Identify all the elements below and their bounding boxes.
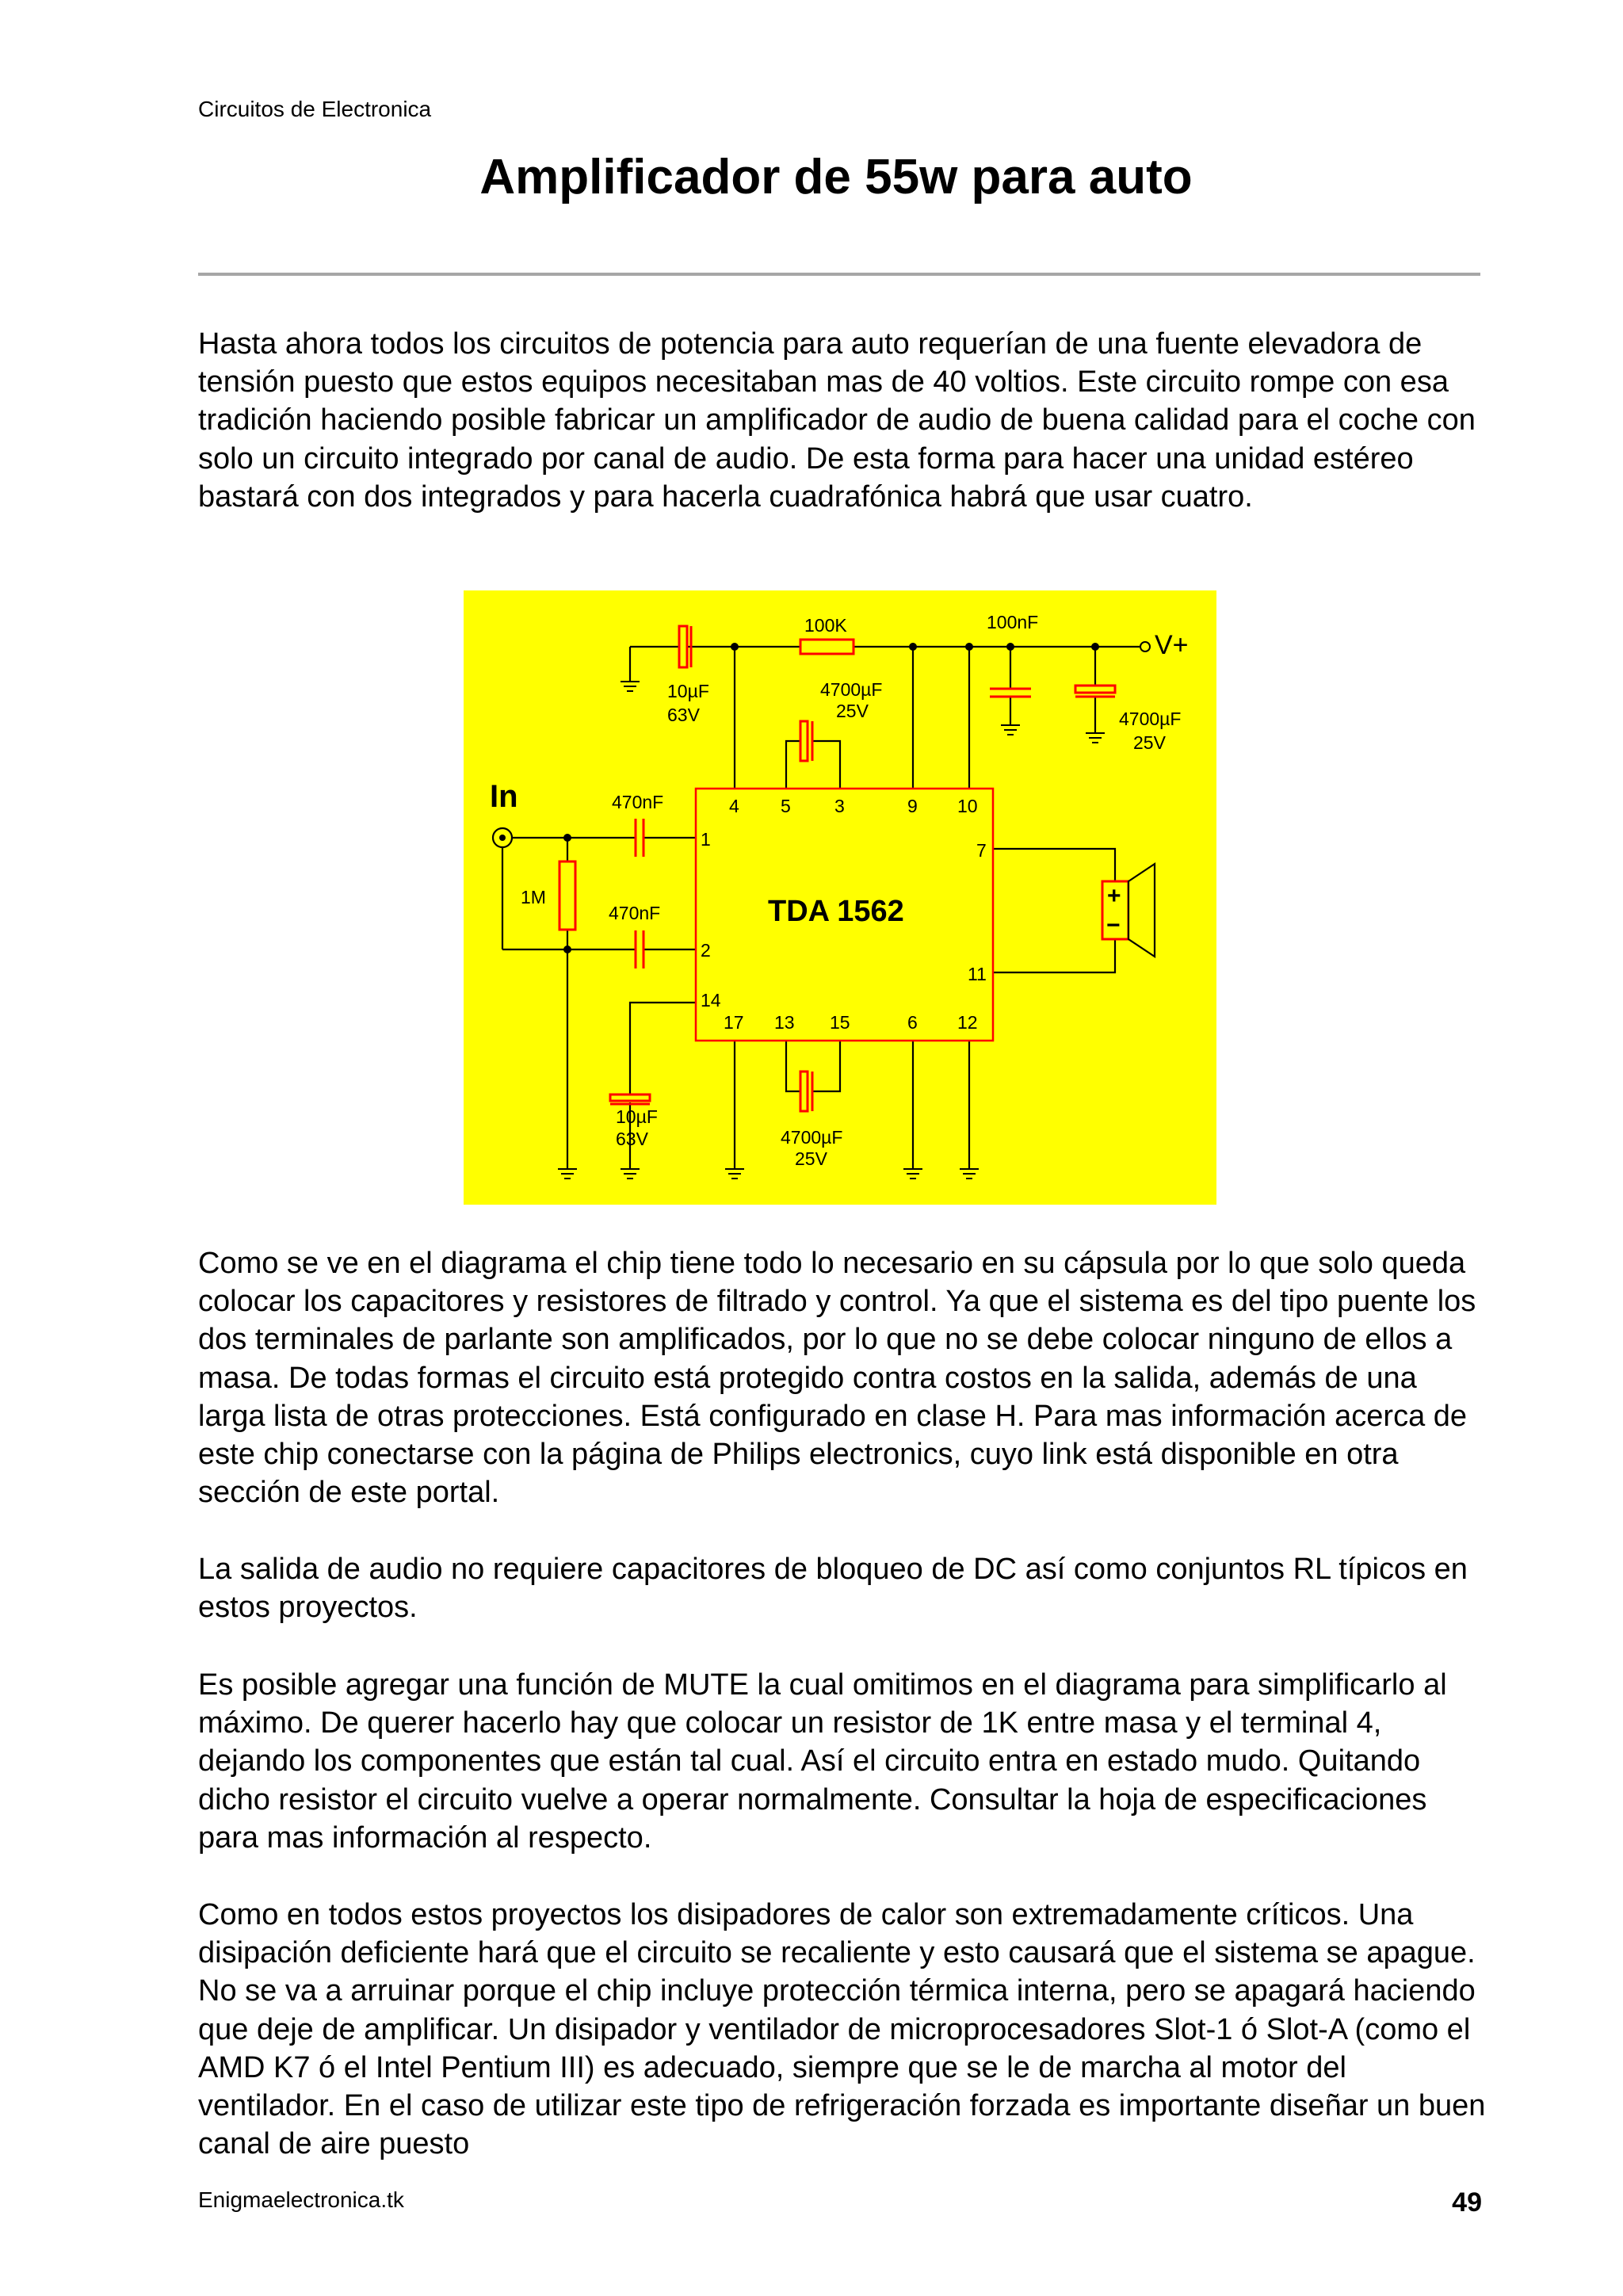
chip-label: TDA 1562 [768,895,904,928]
pin-label: 13 [774,1012,795,1033]
pin-label: 5 [781,796,791,816]
paragraph-intro: Hasta ahora todos los circuitos de potencia para auto requerían de una fuente elevadora de tensión puesto que estos equipos necesitaban mas de 40 voltios. Este circuito rompe con esa tradición haciendo posible fabricar un amplificador de audio de buena calidad para el coche con solo un circuito integrado por canal de audio. De esta forma para hacer una unidad estéreo bastará con dos integrados y para hacerla cuadrafónica habrá que usar cuatro. [198,327,1476,514]
pin-label: 10 [957,796,978,816]
pin-label: 3 [834,796,845,816]
pin-label: 15 [830,1012,850,1033]
label-cap-63v-bottom: 63V [616,1129,648,1149]
page-number: 49 [1452,2187,1482,2218]
label-cap-10uf-top: 10µF [667,681,709,701]
label-cap-4700uf-right: 4700µF [1119,709,1182,729]
label-cap-25v-bottom: 25V [795,1148,827,1169]
speaker-cone-icon [1128,864,1155,957]
paragraph-audio-output: La salida de audio no requiere capacitores de bloqueo de DC así como conjuntos RL típicos en estos proyectos. [198,1553,1468,1625]
label-cap-63v-top: 63V [667,705,700,725]
circuit-schematic [464,590,1216,1205]
speaker-minus-label: − [1106,912,1121,938]
pin-label: 11 [968,964,987,984]
pin-label: 17 [724,1012,744,1033]
speaker-plus-label: + [1107,883,1121,909]
supply-terminal-icon [1140,642,1150,651]
label-cap-4700uf-bottom: 4700µF [781,1127,843,1148]
label-cap-25v-right: 25V [1133,732,1166,753]
paragraph-diagram: Como se ve en el diagrama el chip tiene todo lo necesario en su cápsula por lo que solo queda colocar los capacitores y resistores de filtrado y control. Ya que el sistema es del tipo puente los dos terminales de parlante son amplificados, por lo que no se debe colocar ninguno de ellos a masa. De todas formas el circuito está protegido contra costos en la salida, además de una larga lista de otras protecciones. Está configurado en clase H. Para mas información acerca de este chip conectarse con la página de Philips electronics, cuyo link está disponible en otra sección de este portal. [198,1247,1476,1510]
label-cap-4700uf-top: 4700µF [820,679,883,700]
label-input: In [490,779,518,814]
pin-label: 6 [907,1012,918,1033]
paragraph-heatsink: Como en todos estos proyectos los disipadores de calor son extremadamente críticos. Una disipación deficiente hará que el circuito se recaliente y esto causará que el sistema se apague. No se va a arruinar porque el chip incluye protección térmica interna, pero se apagará haciendo que deje de amplificar. Un disipador y ventilador de microprocesadores Slot-1 ó Slot-A (como el AMD K7 ó el Intel Pentium III) es adecuado, siempre que se le de marcha al motor del ventilador. En el caso de utilizar este tipo de refrigeración forzada es importante diseñar un buen canal de aire puesto [198,1898,1486,2161]
pin-label: 12 [957,1012,978,1033]
label-100k: 100K [804,615,847,636]
pin-label: 1 [701,829,711,850]
label-vplus: V+ [1155,630,1189,660]
paragraph-mute: Es posible agregar una función de MUTE la cual omitimos en el diagrama para simplificarlo al máximo. De querer hacerlo hay que colocar un resistor de 1K entre masa y el terminal 4, dejando los componentes que están tal cual. Así el circuito entra en estado mudo. Quitando dicho resistor el circuito vuelve a operar normalmente. Consultar la hoja de especificaciones para mas información al respecto. [198,1668,1447,1855]
title-divider [198,273,1480,276]
label-100nf: 100nF [987,612,1039,632]
input-jack-pin-icon [499,835,506,841]
pin-label: 2 [701,940,711,961]
pin-label: 7 [976,840,987,861]
pin-label: 9 [907,796,918,816]
pin-label: 4 [729,796,739,816]
running-header: Circuitos de Electronica [198,97,432,121]
page-title: Amplificador de 55w para auto [479,150,1193,204]
pin-label: 14 [701,990,721,1010]
footer-site: Enigmaelectronica.tk [198,2187,404,2212]
label-cap-470nf-1: 470nF [612,792,664,812]
label-cap-25v-top: 25V [836,701,869,721]
label-cap-10uf-bottom: 10µF [616,1106,658,1127]
label-resistor-1m: 1M [521,887,546,907]
label-cap-470nf-2: 470nF [609,903,661,923]
